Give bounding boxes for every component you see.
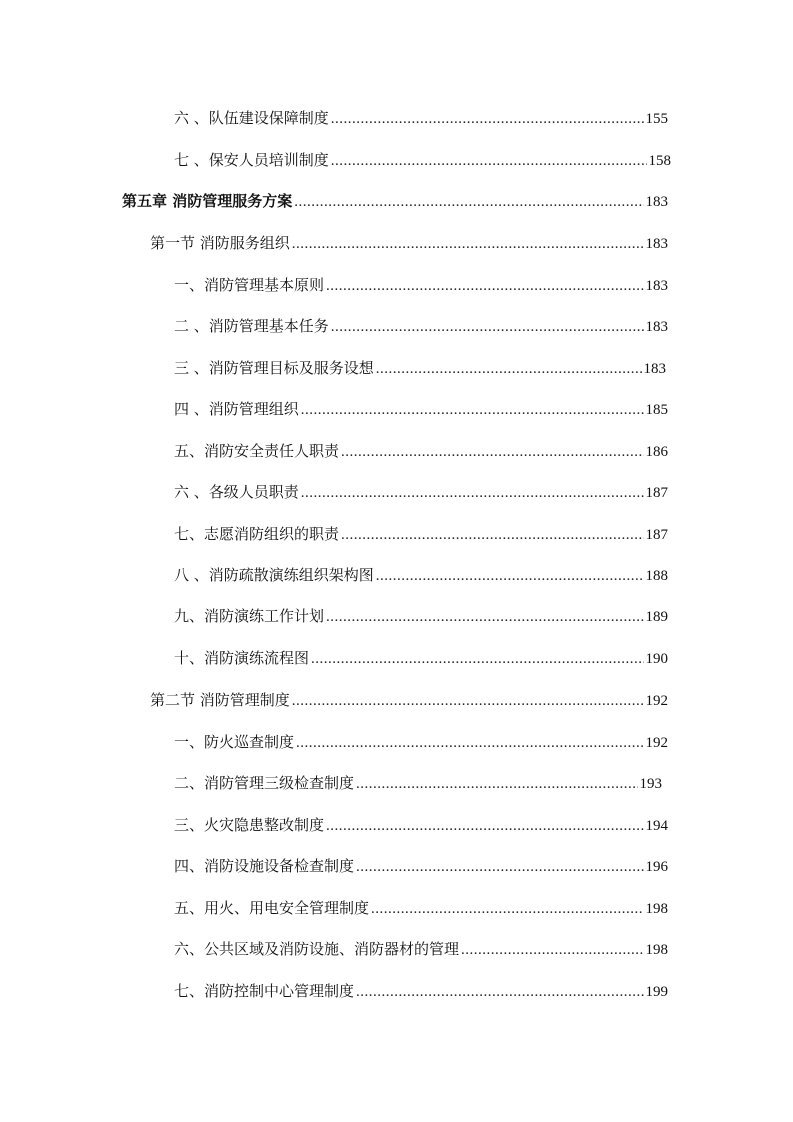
toc-leader-dots (311, 648, 643, 670)
toc-entry-label: 八 、消防疏散演练组织架构图 (174, 566, 374, 584)
toc-entry[interactable] (174, 731, 668, 753)
toc-entry[interactable] (174, 772, 662, 794)
toc-leader-dots (341, 441, 643, 463)
toc-leader-dots (341, 524, 643, 546)
toc-entry[interactable] (174, 398, 668, 420)
toc-page-number: 185 (645, 402, 668, 418)
toc-entry-label: 九、消防演练工作计划 (174, 607, 325, 625)
toc-entry[interactable] (174, 149, 671, 171)
toc-entry[interactable] (174, 647, 668, 669)
toc-entry[interactable] (174, 814, 668, 836)
toc-leader-dots (292, 233, 644, 255)
toc-entry[interactable] (174, 274, 668, 296)
toc-page-number: 183 (645, 319, 668, 335)
toc-entry-label: 三、火灾隐患整改制度 (174, 816, 325, 834)
toc-entry[interactable] (174, 107, 668, 129)
toc-entry-label: 六 、队伍建设保障制度 (174, 109, 329, 127)
toc-page-number: 192 (645, 693, 668, 709)
toc-entry-label: 第一节 消防服务组织 (150, 234, 290, 252)
toc-page-number: 186 (645, 444, 668, 460)
toc-entry[interactable] (174, 938, 668, 960)
toc-page-number: 198 (645, 942, 668, 958)
toc-entry-label: 七、志愿消防组织的职责 (174, 525, 340, 543)
toc-entry[interactable] (174, 315, 668, 337)
toc-leader-dots (296, 732, 643, 754)
toc-entry-label: 七、消防控制中心管理制度 (174, 982, 355, 1000)
toc-page-number: 190 (645, 651, 668, 667)
toc-leader-dots (461, 939, 643, 961)
toc-leader-dots (376, 358, 642, 380)
toc-entry-label: 四、消防设施设备检查制度 (174, 857, 355, 875)
toc-section-entry[interactable] (150, 689, 668, 711)
toc-entry-label: 二、消防管理三级检查制度 (174, 774, 355, 792)
toc-entry-label: 四 、消防管理组织 (174, 400, 299, 418)
toc-entry-label: 七 、保安人员培训制度 (174, 151, 329, 169)
toc-page-number: 158 (648, 153, 671, 169)
toc-entry-label: 第五章 消防管理服务方案 (122, 192, 293, 210)
toc-entry-label: 一、消防管理基本原则 (174, 276, 325, 294)
toc-leader-dots (301, 399, 644, 421)
toc-page-number: 193 (639, 776, 662, 792)
toc-entry[interactable] (174, 897, 668, 919)
toc-page-number: 188 (645, 568, 668, 584)
toc-leader-dots (356, 773, 637, 795)
toc-leader-dots (331, 108, 644, 130)
toc-entry-label: 二 、消防管理基本任务 (174, 317, 329, 335)
toc-entry[interactable] (174, 564, 668, 586)
toc-page-number: 189 (645, 609, 668, 625)
toc-entry[interactable] (174, 980, 668, 1002)
toc-entry-label: 五、用火、用电安全管理制度 (174, 899, 370, 917)
toc-section-entry[interactable] (150, 232, 668, 254)
toc-leader-dots (301, 482, 644, 504)
toc-entry[interactable] (174, 357, 666, 379)
toc-leader-dots (371, 898, 643, 920)
toc-leader-dots (326, 606, 643, 628)
toc-entry[interactable] (174, 855, 668, 877)
toc-leader-dots (376, 565, 644, 587)
toc-page-number: 183 (645, 194, 668, 210)
toc-page-number: 196 (645, 859, 668, 875)
toc-page-number: 198 (645, 901, 668, 917)
toc-entry[interactable] (174, 523, 668, 545)
toc-entry[interactable] (174, 605, 668, 627)
toc-leader-dots (294, 191, 643, 213)
toc-entry-label: 三 、消防管理目标及服务设想 (174, 359, 374, 377)
toc-page-number: 155 (645, 111, 668, 127)
toc-entry-label: 十、消防演练流程图 (174, 649, 310, 667)
toc-entry-label: 六 、各级人员职责 (174, 483, 299, 501)
toc-leader-dots (326, 275, 643, 297)
toc-page-number: 183 (645, 236, 668, 252)
toc-chapter-entry[interactable] (122, 190, 668, 212)
toc-leader-dots (331, 150, 647, 172)
toc-leader-dots (292, 690, 644, 712)
toc-entry-label: 一、防火巡查制度 (174, 733, 295, 751)
toc-entry[interactable] (174, 481, 668, 503)
toc-page-number: 187 (645, 485, 668, 501)
toc-leader-dots (356, 981, 643, 1003)
toc-page-number: 187 (645, 527, 668, 543)
toc-page-number: 183 (645, 278, 668, 294)
toc-leader-dots (326, 815, 643, 837)
toc-entry-label: 第二节 消防管理制度 (150, 691, 290, 709)
toc-page-number: 199 (645, 984, 668, 1000)
toc-entry-label: 六、公共区域及消防设施、消防器材的管理 (174, 940, 460, 958)
toc-page-number: 192 (645, 735, 668, 751)
toc-leader-dots (356, 856, 643, 878)
toc-page-number: 183 (643, 361, 666, 377)
toc-entry-label: 五、消防安全责任人职责 (174, 442, 340, 460)
toc-entry[interactable] (174, 440, 668, 462)
toc-page-number: 194 (645, 818, 668, 834)
toc-leader-dots (331, 316, 644, 338)
